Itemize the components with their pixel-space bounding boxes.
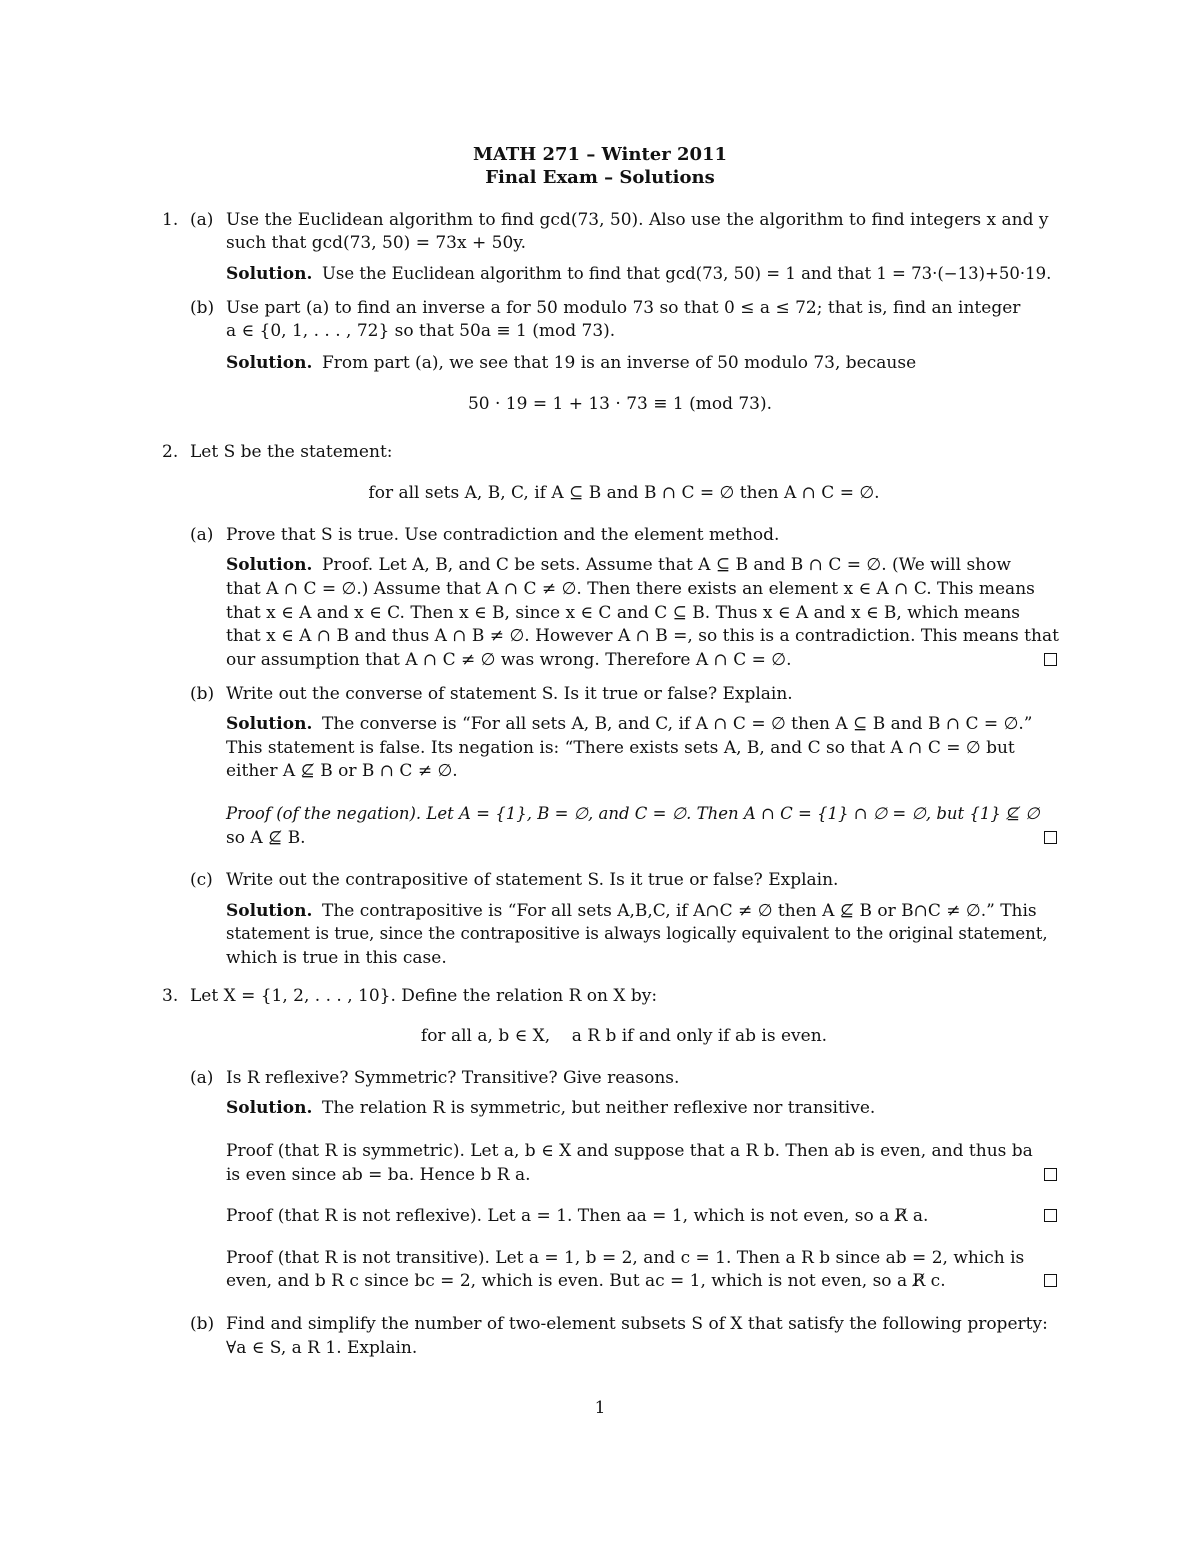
q2b-solution-line3: either A ⊈ B or B ∩ C ≠ ∅.	[226, 761, 458, 781]
q2c-solution-line3: which is true in this case.	[226, 948, 447, 968]
q1a-solution-label: Solution.	[226, 264, 313, 284]
q2a-solution-line4: that x ∈ A ∩ B and thus A ∩ B ≠ ∅. However A ∩ B =, so this is a contradiction. This means that	[226, 626, 1059, 646]
q2b-solution-line1: The converse is “For all sets A, B, and C, if A ∩ C = ∅ then A ⊆ B and B ∩ C = ∅.”	[322, 714, 1033, 734]
q2a-solution-label: Solution.	[226, 555, 313, 575]
q3a-transitive-proof-line2: even, and b R c since bc = 2, which is even. But ac = 1, which is not even, so a R̸ c.	[226, 1271, 946, 1291]
q1b-display-equation: 50 · 19 = 1 + 13 · 73 ≡ 1 (mod 73).	[467, 394, 773, 414]
q3a-transitive-proof-line1: Proof (that R is not transitive). Let a = 1, b = 2, and c = 1. Then a R b since ab = 2, which is	[226, 1248, 1025, 1268]
q2b-proof-line1: Proof (of the negation). Let A = {1}, B = ∅, and C = ∅. Then A ∩ C = {1} ∩ ∅ = ∅, but {1} ⊈ ∅	[226, 804, 1040, 823]
q2-statement: for all sets A, B, C, if A ⊆ B and B ∩ C = ∅ then A ∩ C = ∅.	[368, 483, 880, 503]
q2a-text: Prove that S is true. Use contradiction and the element method.	[226, 525, 780, 545]
q1a-text-line2: such that gcd(73, 50) = 73x + 50y.	[226, 233, 527, 253]
q3a-text: Is R reflexive? Symmetric? Transitive? Give reasons.	[226, 1068, 680, 1088]
q2c-solution-label: Solution.	[226, 901, 313, 921]
q2b-proof-line2: so A ⊈ B.	[226, 828, 306, 848]
q2-part-a-label: (a)	[190, 525, 214, 545]
qed-box	[1044, 831, 1057, 844]
q3a-reflexive-proof: Proof (that R is not reflexive). Let a = 1. Then aa = 1, which is not even, so a R̸ a.	[226, 1206, 929, 1226]
question-1-number: 1.	[162, 210, 179, 230]
q3-relation-definition: for all a, b ∈ X, a R b if and only if ab is even.	[420, 1026, 828, 1046]
q1-part-a-label: (a)	[190, 210, 214, 230]
q2a-solution-line5: our assumption that A ∩ C ≠ ∅ was wrong. Therefore A ∩ C = ∅.	[226, 650, 792, 670]
q2b-solution-line2: This statement is false. Its negation is: “There exists sets A, B, and C so that A ∩ C = ∅ but	[226, 738, 1015, 758]
q3a-symmetric-proof-line2: is even since ab = ba. Hence b R a.	[226, 1165, 531, 1185]
question-2-number: 2.	[162, 442, 179, 462]
qed-box	[1044, 653, 1057, 666]
q3a-solution-text: The relation R is symmetric, but neither reflexive nor transitive.	[322, 1098, 876, 1118]
q2a-solution-line1: Proof. Let A, B, and C be sets. Assume that A ⊆ B and B ∩ C = ∅. (We will show	[322, 555, 1011, 575]
q2c-solution-line1: The contrapositive is “For all sets A,B,C, if A∩C ≠ ∅ then A ⊈ B or B∩C ≠ ∅.” This	[322, 901, 1037, 921]
qed-box	[1044, 1209, 1057, 1222]
q1-part-b-label: (b)	[190, 298, 215, 318]
q2-part-c-label: (c)	[190, 870, 213, 890]
q2a-solution-line2: that A ∩ C = ∅.) Assume that A ∩ C ≠ ∅. Then there exists an element x ∈ A ∩ C. This means	[226, 579, 1035, 599]
q3-part-a-label: (a)	[190, 1068, 214, 1088]
q2c-solution-line2: statement is true, since the contrapositive is always logically equivalent to the original statement,	[226, 924, 1048, 943]
page-title: MATH 271 – Winter 2011	[472, 144, 728, 165]
q3-intro: Let X = {1, 2, . . . , 10}. Define the relation R on X by:	[190, 986, 658, 1006]
q3b-text-line2: ∀a ∈ S, a R 1. Explain.	[226, 1338, 418, 1358]
page-subtitle: Final Exam – Solutions	[485, 167, 715, 188]
q3b-text-line1: Find and simplify the number of two-element subsets S of X that satisfy the following property:	[226, 1314, 1048, 1334]
q1a-solution-text: Use the Euclidean algorithm to find that gcd(73, 50) = 1 and that 1 = 73·(−13)+50·19.	[322, 264, 1052, 283]
q3a-symmetric-proof-line1: Proof (that R is symmetric). Let a, b ∈ X and suppose that a R b. Then ab is even, and thus ba	[226, 1141, 1033, 1161]
q2b-solution-label: Solution.	[226, 714, 313, 734]
q1a-text-line1: Use the Euclidean algorithm to find gcd(73, 50). Also use the algorithm to find integers x and y	[226, 210, 1049, 230]
q2-part-b-label: (b)	[190, 684, 215, 704]
q1b-text-line1: Use part (a) to find an inverse a for 50 modulo 73 so that 0 ≤ a ≤ 72; that is, find an integer	[226, 298, 1021, 318]
q2-intro: Let S be the statement:	[190, 442, 393, 462]
qed-box	[1044, 1274, 1057, 1287]
q1b-solution-label: Solution.	[226, 353, 313, 373]
qed-box	[1044, 1168, 1057, 1181]
q2b-text: Write out the converse of statement S. Is it true or false? Explain.	[226, 684, 793, 704]
q1b-solution-text: From part (a), we see that 19 is an inverse of 50 modulo 73, because	[322, 353, 917, 373]
question-3-number: 3.	[162, 986, 179, 1006]
page-number: 1	[594, 1398, 606, 1418]
q2c-text: Write out the contrapositive of statement S. Is it true or false? Explain.	[226, 870, 839, 890]
q1b-text-line2: a ∈ {0, 1, . . . , 72} so that 50a ≡ 1 (mod 73).	[226, 321, 616, 341]
q3-part-b-label: (b)	[190, 1314, 215, 1334]
q2a-solution-line3: that x ∈ A and x ∈ C. Then x ∈ B, since x ∈ C and C ⊆ B. Thus x ∈ A and x ∈ B, which means	[226, 603, 1021, 623]
q3a-solution-label: Solution.	[226, 1098, 313, 1118]
